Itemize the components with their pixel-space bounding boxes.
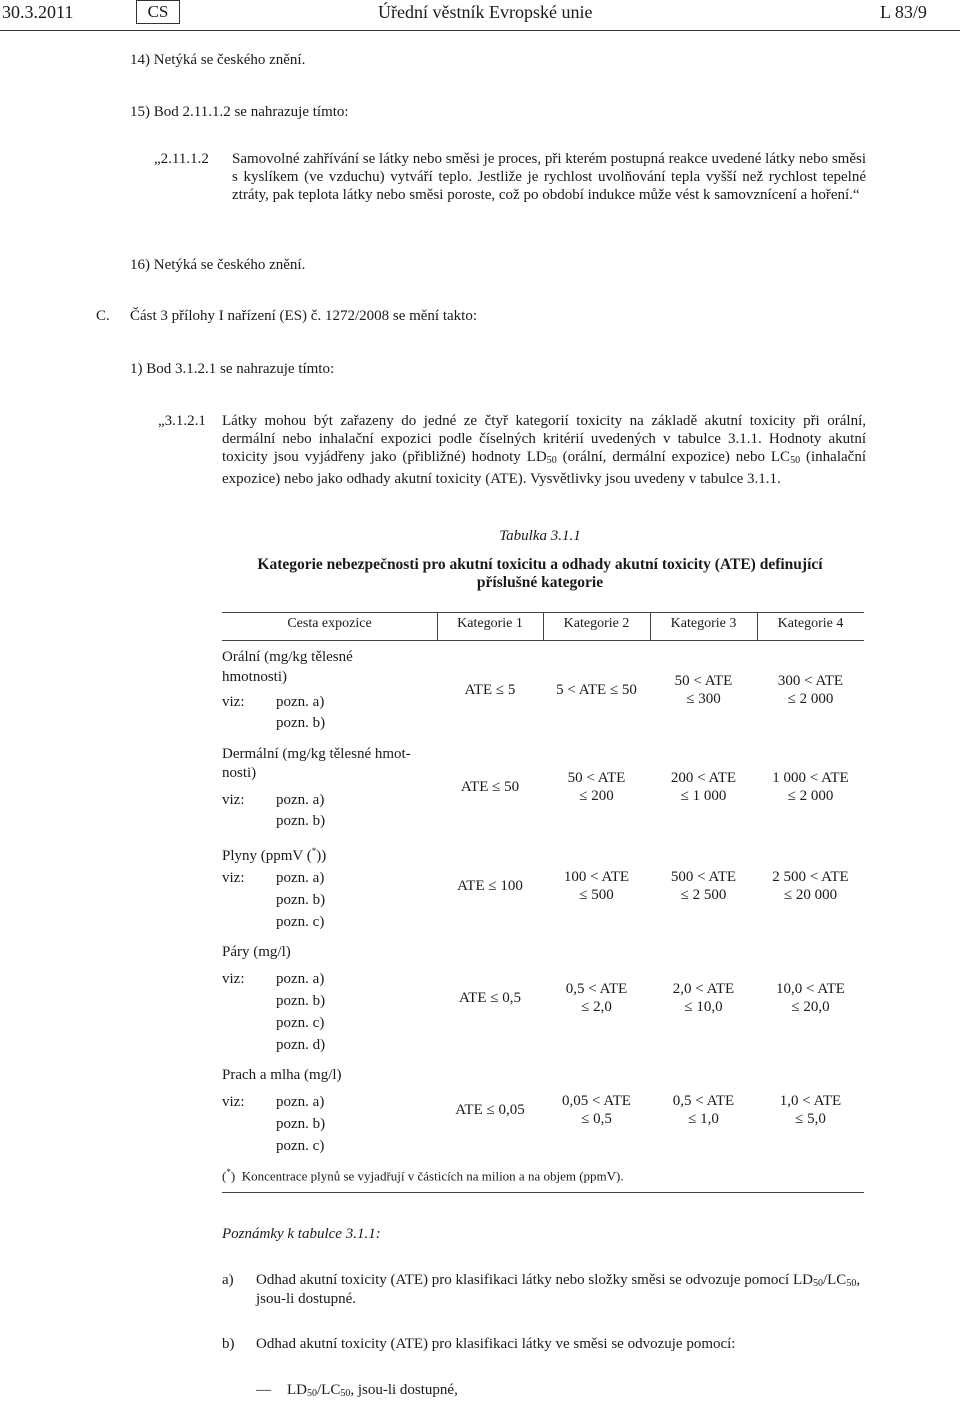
note-b-label: b) [222,1336,235,1352]
see-label: viz: [222,870,245,886]
cat4-value: ≤ 20,0 [791,999,830,1015]
note-b-text: Odhad akutní toxicity (ATE) pro klasifikaci látky ve směsi se odvozuje pomocí: [256,1336,736,1352]
route-label: nosti) [222,765,257,781]
note-ref: pozn. a) [276,792,325,808]
section-c-text: Část 3 přílohy I nařízení (ES) č. 1272/2008 se mění takto: [130,308,478,324]
quote2-text-part2: (orální, dermální expozice) nebo LC [556,449,791,465]
note-ref: pozn. a) [276,694,325,710]
publication-date: 30.3.2011 [2,2,74,22]
route-label: Orální (mg/kg tělesné [222,649,353,665]
section-c-label: C. [96,308,110,324]
table-title-line1: Kategorie nebezpečnosti pro akutní toxicitu a odhady akutní toxicity (ATE) definující [257,556,823,573]
cat1-value: ATE ≤ 50 [460,779,520,795]
note-ref: pozn. b) [276,1116,326,1132]
cat2-value: 100 < ATE [563,869,630,885]
route-label: Páry (mg/l) [222,944,291,960]
note-ref: pozn. c) [276,1138,325,1154]
cat2-value: 0,05 < ATE [562,1093,631,1109]
notes-heading: Poznámky k tabulce 3.1.1: [222,1226,381,1242]
note-a-subscript-2: 50 [846,1278,857,1289]
cat4-value: 1,0 < ATE [779,1093,842,1109]
cat4-value: 300 < ATE [777,673,844,689]
note-a-part2: /LC [822,1272,847,1288]
cat2-value: ≤ 2,0 [581,999,612,1015]
see-label: viz: [222,1094,245,1110]
route-label: Prach a mlha (mg/l) [222,1067,342,1083]
item-16: 16) Netýká se českého znění. [130,257,306,273]
header-rule [0,30,960,31]
cat1-value: ATE ≤ 0,5 [459,990,521,1006]
note-ref: pozn. b) [276,993,326,1009]
note-ref: pozn. b) [276,813,326,829]
cat2-value: ≤ 0,5 [581,1111,612,1127]
note-ref: pozn. b) [276,892,326,908]
cat3-value: ≤ 10,0 [684,999,723,1015]
point-1: 1) Bod 3.1.2.1 se nahrazuje tímto: [130,361,335,377]
dash-item-part1: LD [287,1382,307,1398]
cat3-value: 0,5 < ATE [672,1093,735,1109]
quote-number: „2.11.1.2 [154,151,209,167]
note-ref: pozn. a) [276,1094,325,1110]
quote-text: Samovolné zahřívání se látky nebo směsi je proces, při kterém postupná reakce uvedené látky nebo směsi s kyslíkem (ve vzduchu) vytváří teplo. Jestliže je rychlost uvolňování tepla vyšší než rychlost tepelné ztráty, pak teplota látky nebo směsi poroste, což po období indukce může vést k samovznícení a hoření.“ [232,151,866,203]
see-label: viz: [222,971,245,987]
dash-item-part3: , jsou-li dostupné, [350,1382,458,1398]
note-a-part1: Odhad akutní toxicity (ATE) pro klasifikaci látky nebo složky směsi se odvozuje pomocí LD [256,1272,813,1288]
page-number: L 83/9 [880,2,927,22]
journal-title: Úřední věstník Evropské unie [378,2,593,22]
cat1-value: ATE ≤ 0,05 [455,1102,525,1118]
cat3-value: 50 < ATE [674,673,733,689]
note-a-subscript-1: 50 [812,1278,823,1289]
table-bottom-rule [222,1192,864,1193]
footnote-marker: * [226,1167,231,1177]
quote2-text-part1: Látky mohou být zařazeny do jedné ze čtyř kategorií toxicity na základě akutní toxicity při orální, dermální nebo inhalační expozici podle číselných kritérií uvedených v tabulce 3.1.1. Hodnoty akutní toxicity jsou vyjádřeny jako (přibližné) hodnoty LD [222,413,866,465]
cat4-value: 1 000 < ATE [772,770,849,786]
cat2-value: 0,5 < ATE [565,981,628,997]
table-header-rule [222,640,864,641]
column-header-route: Cesta expozice [287,616,372,631]
language-badge: CS [136,0,180,24]
quote2-text [222,412,866,488]
cat2-value: ≤ 200 [579,788,614,804]
quote2-subscript-1: 50 [546,455,557,466]
note-ref: pozn. a) [276,971,325,987]
note-ref: pozn. c) [276,1015,325,1031]
see-label: viz: [222,694,245,710]
column-header-cat4: Kategorie 4 [777,616,844,631]
note-ref: pozn. a) [276,870,325,886]
cat4-value: 2 500 < ATE [772,869,849,885]
dash-bullet: — [256,1382,271,1398]
footnote-marker: * [311,846,317,856]
cat2-value: 5 < ATE ≤ 50 [556,682,637,698]
note-a-text-line2: jsou-li dostupné. [256,1291,356,1307]
cat4-value: ≤ 5,0 [795,1111,826,1127]
route-label-end: )) [316,848,327,864]
cat1-value: ATE ≤ 100 [457,878,523,894]
cat2-value: ≤ 500 [579,887,614,903]
note-ref: pozn. d) [276,1037,326,1053]
note-a-part3: , [856,1272,861,1288]
cat3-value: 2,0 < ATE [672,981,735,997]
item-14: 14) Netýká se českého znění. [130,52,306,68]
cat4-value: ≤ 2 000 [787,788,834,804]
cat3-value: 200 < ATE [670,770,737,786]
note-ref: pozn. c) [276,914,325,930]
column-header-cat1: Kategorie 1 [457,616,523,631]
dash-item-subscript-2: 50 [340,1388,351,1399]
see-label: viz: [222,792,245,808]
quote2-number: „3.1.2.1 [158,413,206,429]
note-ref: pozn. b) [276,715,326,731]
route-label [222,840,326,867]
dash-item-subscript-1: 50 [307,1388,317,1399]
item-15: 15) Bod 2.11.1.2 se nahrazuje tímto: [130,104,349,120]
dash-item-text [287,1381,458,1403]
note-a-label: a) [222,1272,234,1288]
cat4-value: ≤ 2 000 [787,691,834,707]
table-number: Tabulka 3.1.1 [499,528,581,544]
route-label: Dermální (mg/kg tělesné hmot- [222,746,411,762]
cat3-value: ≤ 2 500 [680,887,727,903]
cat4-value: ≤ 20 000 [783,887,838,903]
table-title-line2: příslušné kategorie [476,574,604,591]
footnote-text: Koncentrace plynů se vyjadřují v částicích na milion a na objem (ppmV). [241,1168,624,1184]
cat3-value: ≤ 300 [686,691,721,707]
cat4-value: 10,0 < ATE [776,981,845,997]
cat2-value: 50 < ATE [567,770,626,786]
cat1-value: ATE ≤ 5 [464,682,516,698]
table-footnote: (*) Koncentrace plynů se vyjadřují v částicích na milion a na objem (ppmV). [222,1167,624,1184]
dash-item-part2: /LC [317,1382,341,1398]
quote2-subscript-2: 50 [790,455,801,466]
quote2-text-part3: (inhalační expozice) nebo jako odhady akutní toxicity (ATE). Vysvětlivky jsou uvedeny v tabulce 3.1.1. [222,449,866,487]
cat3-value: ≤ 1,0 [688,1111,719,1127]
route-label: hmotnosti) [222,669,288,685]
route-label-text: Plyny (ppmV ( [222,848,312,864]
cat3-value: ≤ 1 000 [680,788,727,804]
column-header-cat3: Kategorie 3 [670,616,737,631]
cat3-value: 500 < ATE [670,869,737,885]
column-header-cat2: Kategorie 2 [563,616,630,631]
